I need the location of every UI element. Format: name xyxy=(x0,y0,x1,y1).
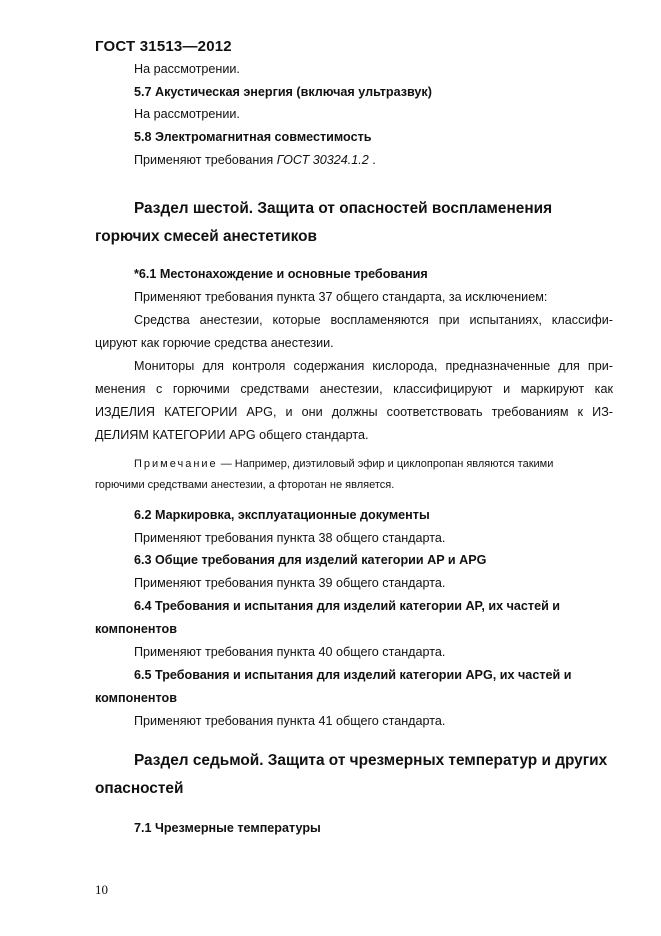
section-heading-6-line1: Раздел шестой. Защита от опасностей воспламенения xyxy=(134,200,553,217)
text-line: Мониторы для контроля содержания кислорода, предназначенные для при- xyxy=(134,359,613,373)
text-line: ИЗДЕЛИЯ КАТЕГОРИИ APG, и они должны соответствовать требованиям к ИЗ- xyxy=(95,405,613,419)
text-line: Применяют требования пункта 41 общего стандарта. xyxy=(134,714,446,728)
subsection-heading-5-7: 5.7 Акустическая энергия (включая ультразвук) xyxy=(134,85,432,99)
text-line: менения с горючими средствами анестезии, классифицируют и маркируют как xyxy=(95,382,613,396)
subsection-heading-5-8: 5.8 Электромагнитная совместимость xyxy=(134,130,372,144)
text-line: Применяют требования пункта 40 общего стандарта. xyxy=(134,645,446,659)
text-span: . xyxy=(368,153,376,167)
subsection-heading-6-4-line1: 6.4 Требования и испытания для изделий категории AP, их частей и xyxy=(134,599,561,613)
text-line: Средства анестезии, которые воспламеняются при испытаниях, классифи- xyxy=(134,313,613,327)
subsection-heading-6-2: 6.2 Маркировка, эксплуатационные документы xyxy=(134,508,430,522)
subsection-heading-6-5-line2: компонентов xyxy=(95,691,177,705)
text-line: ДЕЛИЯМ КАТЕГОРИИ APG общего стандарта. xyxy=(95,428,369,442)
document-header-id: ГОСТ 31513—2012 xyxy=(95,38,232,55)
page-number: 10 xyxy=(95,882,108,897)
subsection-heading-6-1: *6.1 Местонахождение и основные требования xyxy=(134,267,428,281)
standard-reference: ГОСТ 30324.1.2 xyxy=(276,153,369,167)
note-line: горючими средствами анестезии, а фторотан не является. xyxy=(95,479,395,491)
section-heading-7-line1: Раздел седьмой. Защита от чрезмерных температур и других xyxy=(134,752,608,769)
note-line xyxy=(134,457,553,471)
text-line: На рассмотрении. xyxy=(134,107,240,121)
section-heading-7-line2: опасностей xyxy=(95,780,184,797)
text-line: На рассмотрении. xyxy=(134,62,240,76)
subsection-heading-6-4-line2: компонентов xyxy=(95,622,177,636)
text-line: Применяют требования пункта 38 общего стандарта. xyxy=(134,531,446,545)
text-line: цируют как горючие средства анестезии. xyxy=(95,336,334,350)
text-line: Применяют требования пункта 39 общего стандарта. xyxy=(134,576,446,590)
text-line: Применяют требования пункта 37 общего стандарта, за исключением: xyxy=(134,290,548,304)
text-line xyxy=(134,152,376,168)
section-heading-6-line2: горючих смесей анестетиков xyxy=(95,228,317,245)
text-span: Применяют требования xyxy=(134,153,277,167)
note-text: — Например, диэтиловый эфир и циклопропан являются такими xyxy=(217,458,554,470)
subsection-heading-7-1: 7.1 Чрезмерные температуры xyxy=(134,821,321,835)
note-label: Примечание xyxy=(134,458,218,470)
subsection-heading-6-5-line1: 6.5 Требования и испытания для изделий категории APG, их частей и xyxy=(134,668,572,682)
subsection-heading-6-3: 6.3 Общие требования для изделий категории AP и APG xyxy=(134,553,487,567)
